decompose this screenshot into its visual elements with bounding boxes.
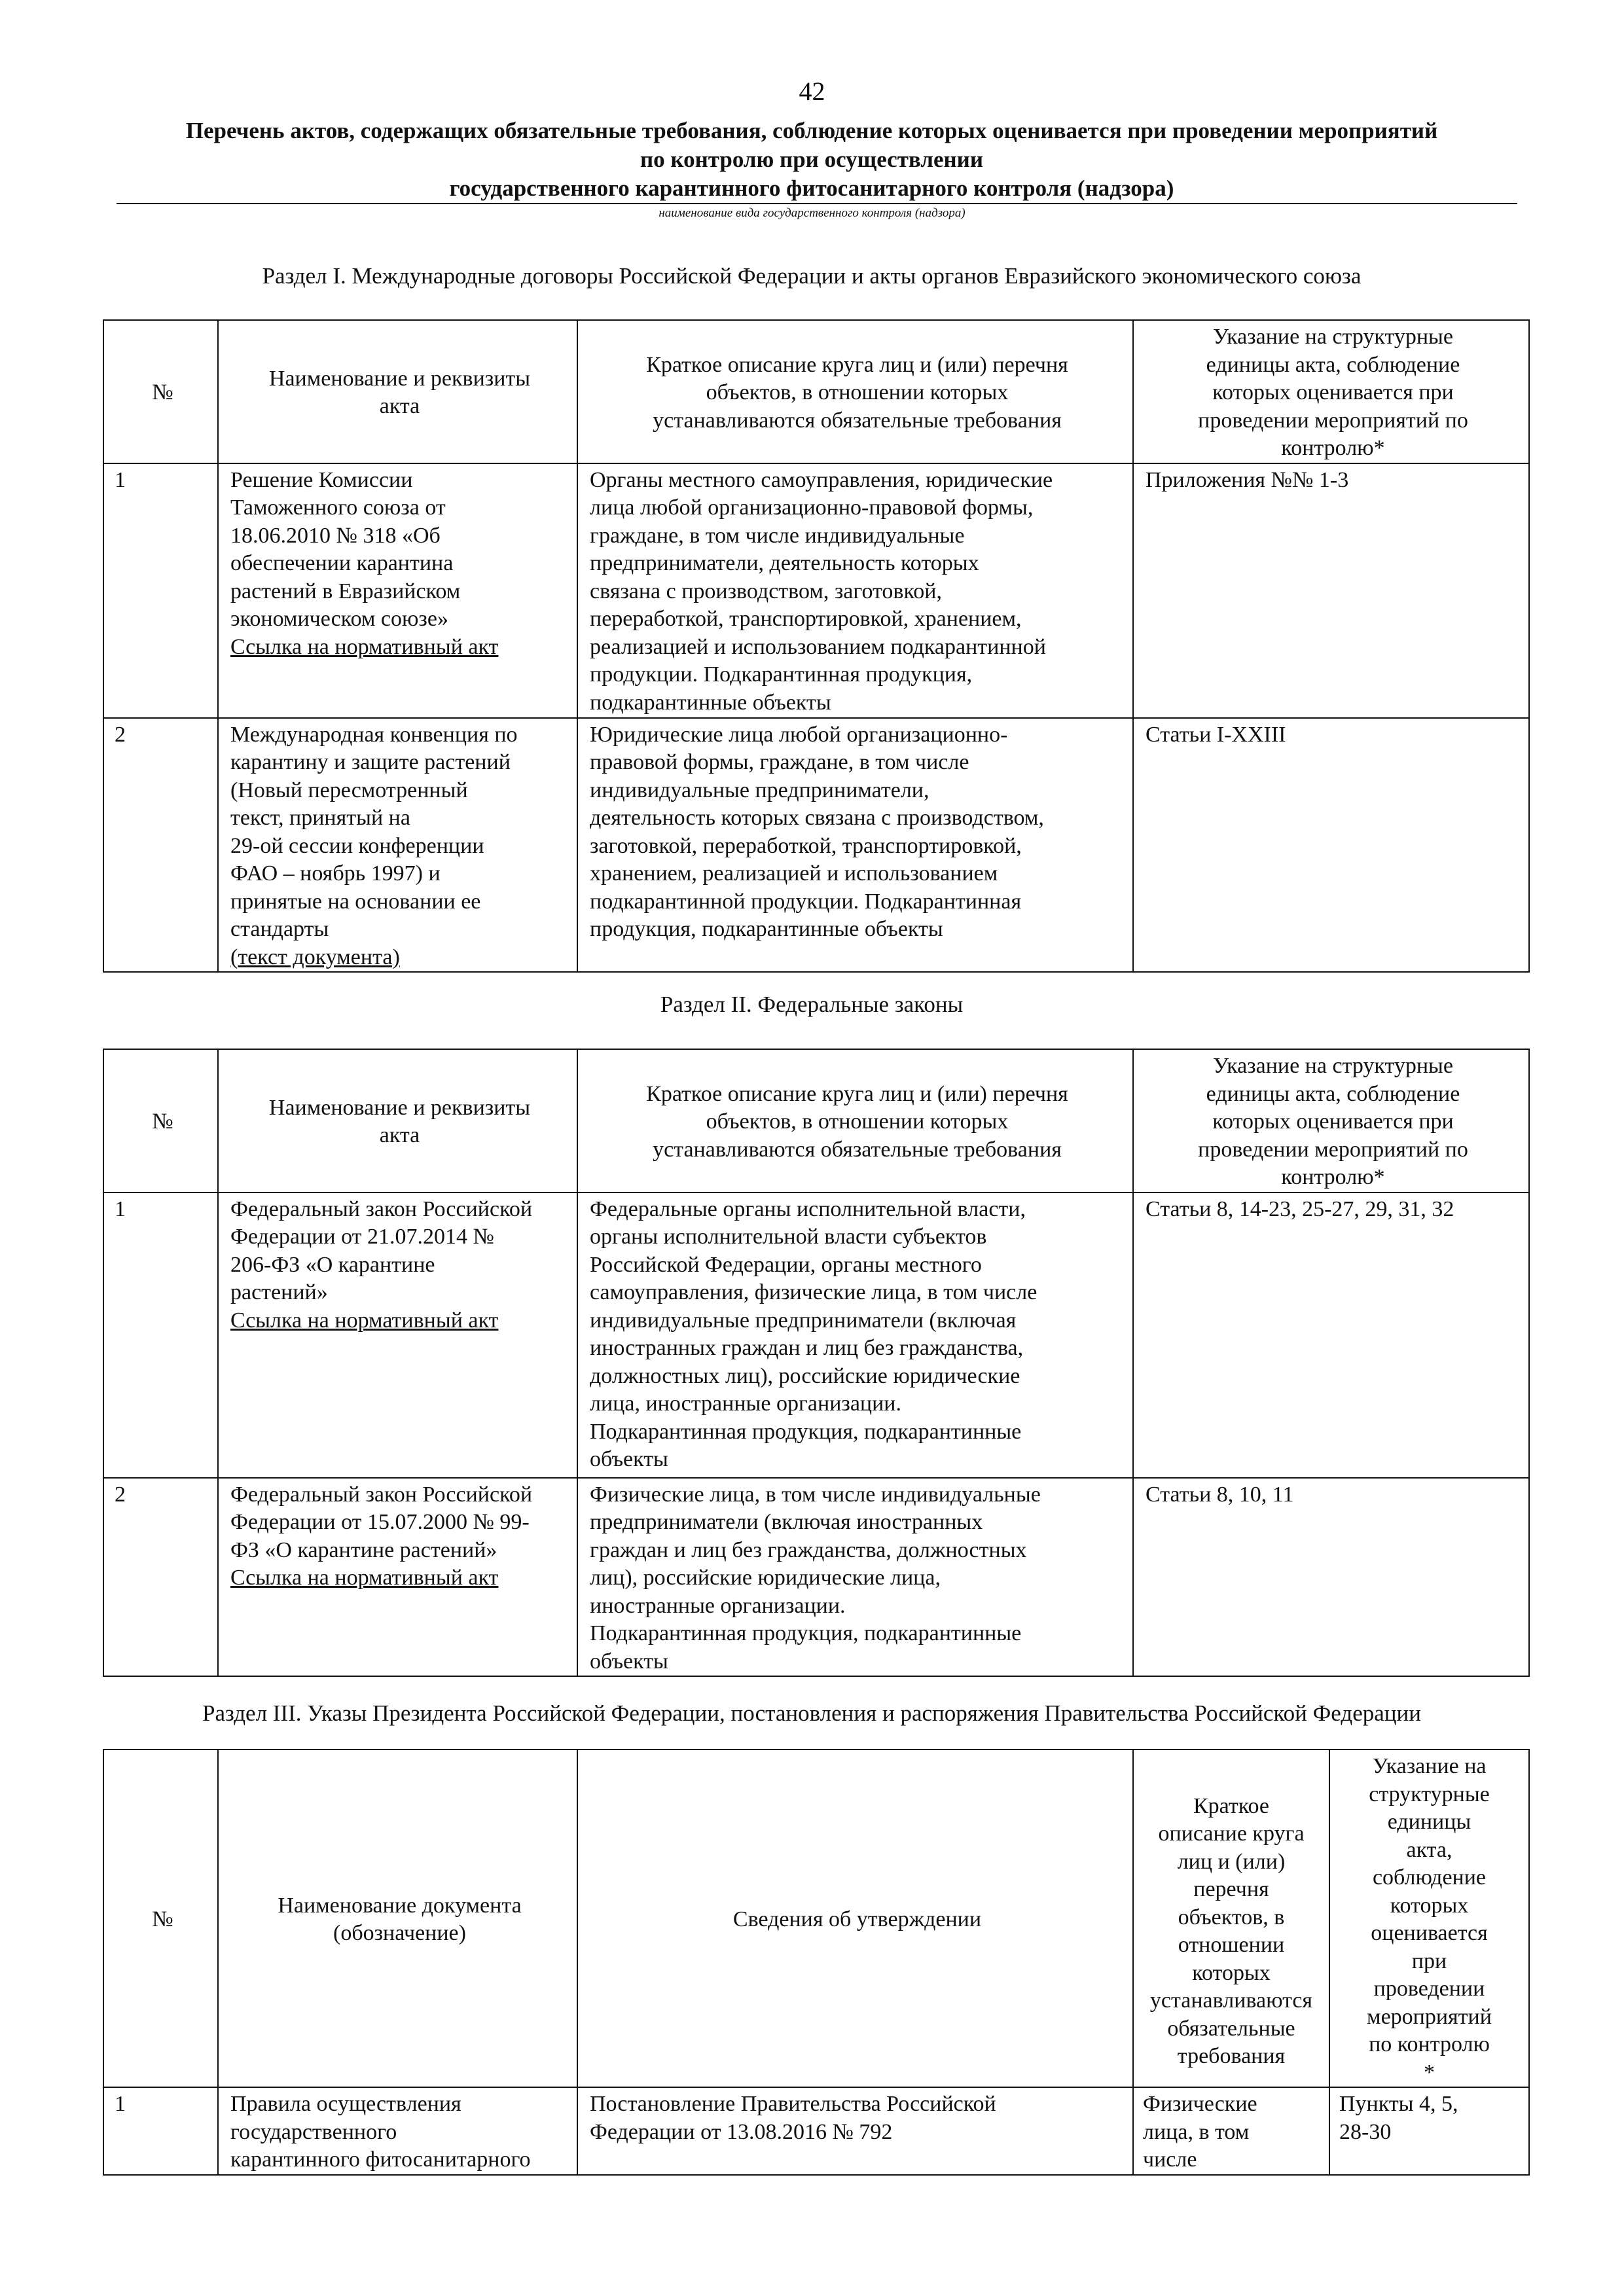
header-description: Краткое описание круга лиц и (или) перечня объектов, в отношении которых устанавливаются обязательные требования	[577, 320, 1133, 463]
normative-act-link[interactable]: Ссылка на нормативный акт	[230, 634, 499, 659]
description-cell: Федеральные органы исполнительной власти, органы исполнительной власти субъектов Российской Федерации, органы местного самоуправления, физические лица, в том числе индивидуальные предприниматели (включая иностранных граждан и лиц без гражданства, должностных лиц), российские юридические лица, иностранные организации. Подкарантинная продукция, подкарантинные объекты	[577, 1193, 1133, 1478]
document-name-cell: Правила осуществления государственного карантинного фитосанитарного	[218, 2087, 577, 2175]
table-row	[103, 1478, 1529, 1677]
table-row	[103, 1193, 1529, 1478]
row-number: 1	[103, 2087, 218, 2175]
description-cell: Юридические лица любой организационно- правовой формы, граждане, в том числе индивидуальные предприниматели, деятельность которых связана с производством, заготовкой, переработкой, транспортировкой, хранением, реализацией и использованием подкарантинной продукции. Подкарантинная продукция, подкарантинные объекты	[577, 718, 1133, 973]
control-type-caption: наименование вида государственного контроля (надзора)	[659, 206, 965, 220]
normative-act-link[interactable]: Ссылка на нормативный акт	[230, 1566, 499, 1590]
normative-act-link[interactable]: Ссылка на нормативный акт	[230, 1308, 499, 1333]
section-3-heading: Раздел III. Указы Президента Российской Федерации, постановления и распоряжения Правительства Российской Федерации	[202, 1700, 1421, 1726]
document-title-line-2: по контролю при осуществлении	[640, 147, 983, 172]
document-title-line-1: Перечень актов, содержащих обязательные требования, соблюдение которых оценивается при проведении мероприятий	[185, 118, 1438, 143]
header-description: Краткое описание круга лиц и (или) перечня объектов, в отношении которых устанавливаются обязательные требования	[1133, 1749, 1329, 2087]
header-number: №	[103, 1749, 218, 2087]
row-number: 1	[103, 1193, 218, 1478]
description-cell: Физические лица, в том числе индивидуальные предприниматели (включая иностранных граждан и лиц без гражданства, должностных лиц), российские юридические лица, иностранные организации. Подкарантинная продукция, подкарантинные объекты	[577, 1478, 1133, 1677]
header-structural-units: Указание на структурные единицы акта, соблюдение которых оценивается при проведении мероприятий по контролю *	[1329, 1749, 1529, 2087]
table-row	[103, 718, 1529, 973]
section-1-table	[103, 319, 1530, 973]
table-header-row	[103, 320, 1529, 463]
act-name-cell: Федеральный закон Российской Федерации от 21.07.2014 № 206-ФЗ «О карантине растений» Ссылка на нормативный акт	[218, 1193, 577, 1478]
table-header-row	[103, 1749, 1529, 2087]
structural-units-cell: Статьи 8, 14-23, 25-27, 29, 31, 32	[1133, 1193, 1529, 1478]
header-approval-info: Сведения об утверждении	[577, 1749, 1133, 2087]
structural-units-cell: Статьи I-XXIII	[1133, 718, 1529, 973]
header-structural-units: Указание на структурные единицы акта, соблюдение которых оценивается при проведении мероприятий по контролю*	[1133, 320, 1529, 463]
section-1-heading: Раздел I. Международные договоры Российской Федерации и акты органов Евразийского экономического союза	[262, 263, 1362, 289]
row-number: 2	[103, 1478, 218, 1677]
act-name-cell: Решение Комиссии Таможенного союза от 18.06.2010 № 318 «Об обеспечении карантина растений в Евразийском экономическом союзе» Ссылка на нормативный акт	[218, 463, 577, 718]
section-3-table	[103, 1749, 1530, 2176]
header-act-name: Наименование и реквизиты акта	[218, 320, 577, 463]
row-number: 2	[103, 718, 218, 973]
act-name-cell: Федеральный закон Российской Федерации от 15.07.2000 № 99- ФЗ «О карантине растений» Ссылка на нормативный акт	[218, 1478, 577, 1677]
section-2-table	[103, 1049, 1530, 1677]
structural-units-cell: Приложения №№ 1-3	[1133, 463, 1529, 718]
structural-units-cell: Статьи 8, 10, 11	[1133, 1478, 1529, 1677]
header-structural-units: Указание на структурные единицы акта, соблюдение которых оценивается при проведении мероприятий по контролю*	[1133, 1049, 1529, 1193]
approval-info-cell: Постановление Правительства Российской Федерации от 13.08.2016 № 792	[577, 2087, 1133, 2175]
header-document-name: Наименование документа (обозначение)	[218, 1749, 577, 2087]
header-number: №	[103, 320, 218, 463]
header-act-name: Наименование и реквизиты акта	[218, 1049, 577, 1193]
description-cell: Физические лица, в том числе	[1133, 2087, 1329, 2175]
title-underline	[117, 203, 1517, 204]
table-header-row	[103, 1049, 1529, 1193]
structural-units-cell: Пункты 4, 5, 28-30	[1329, 2087, 1529, 2175]
document-title-line-3: государственного карантинного фитосанитарного контроля (надзора)	[449, 175, 1174, 201]
description-cell: Органы местного самоуправления, юридические лица любой организационно-правовой формы, граждане, в том числе индивидуальные предприниматели, деятельность которых связана с производством, заготовкой, переработкой, транспортировкой, хранением, реализацией и использованием подкарантинной продукции. Подкарантинная продукция, подкарантинные объекты	[577, 463, 1133, 718]
table-row	[103, 2087, 1529, 2175]
page-number: 42	[799, 77, 825, 106]
header-number: №	[103, 1049, 218, 1193]
table-row	[103, 463, 1529, 718]
header-description: Краткое описание круга лиц и (или) перечня объектов, в отношении которых устанавливаются обязательные требования	[577, 1049, 1133, 1193]
act-name-cell: Международная конвенция по карантину и защите растений (Новый пересмотренный текст, принятый на 29-ой сессии конференции ФАО – ноябрь 1997) и принятые на основании ее стандарты (текст документа)	[218, 718, 577, 973]
section-2-heading: Раздел II. Федеральные законы	[660, 992, 964, 1017]
document-text-link[interactable]: (текст документа)	[230, 944, 400, 969]
row-number: 1	[103, 463, 218, 718]
